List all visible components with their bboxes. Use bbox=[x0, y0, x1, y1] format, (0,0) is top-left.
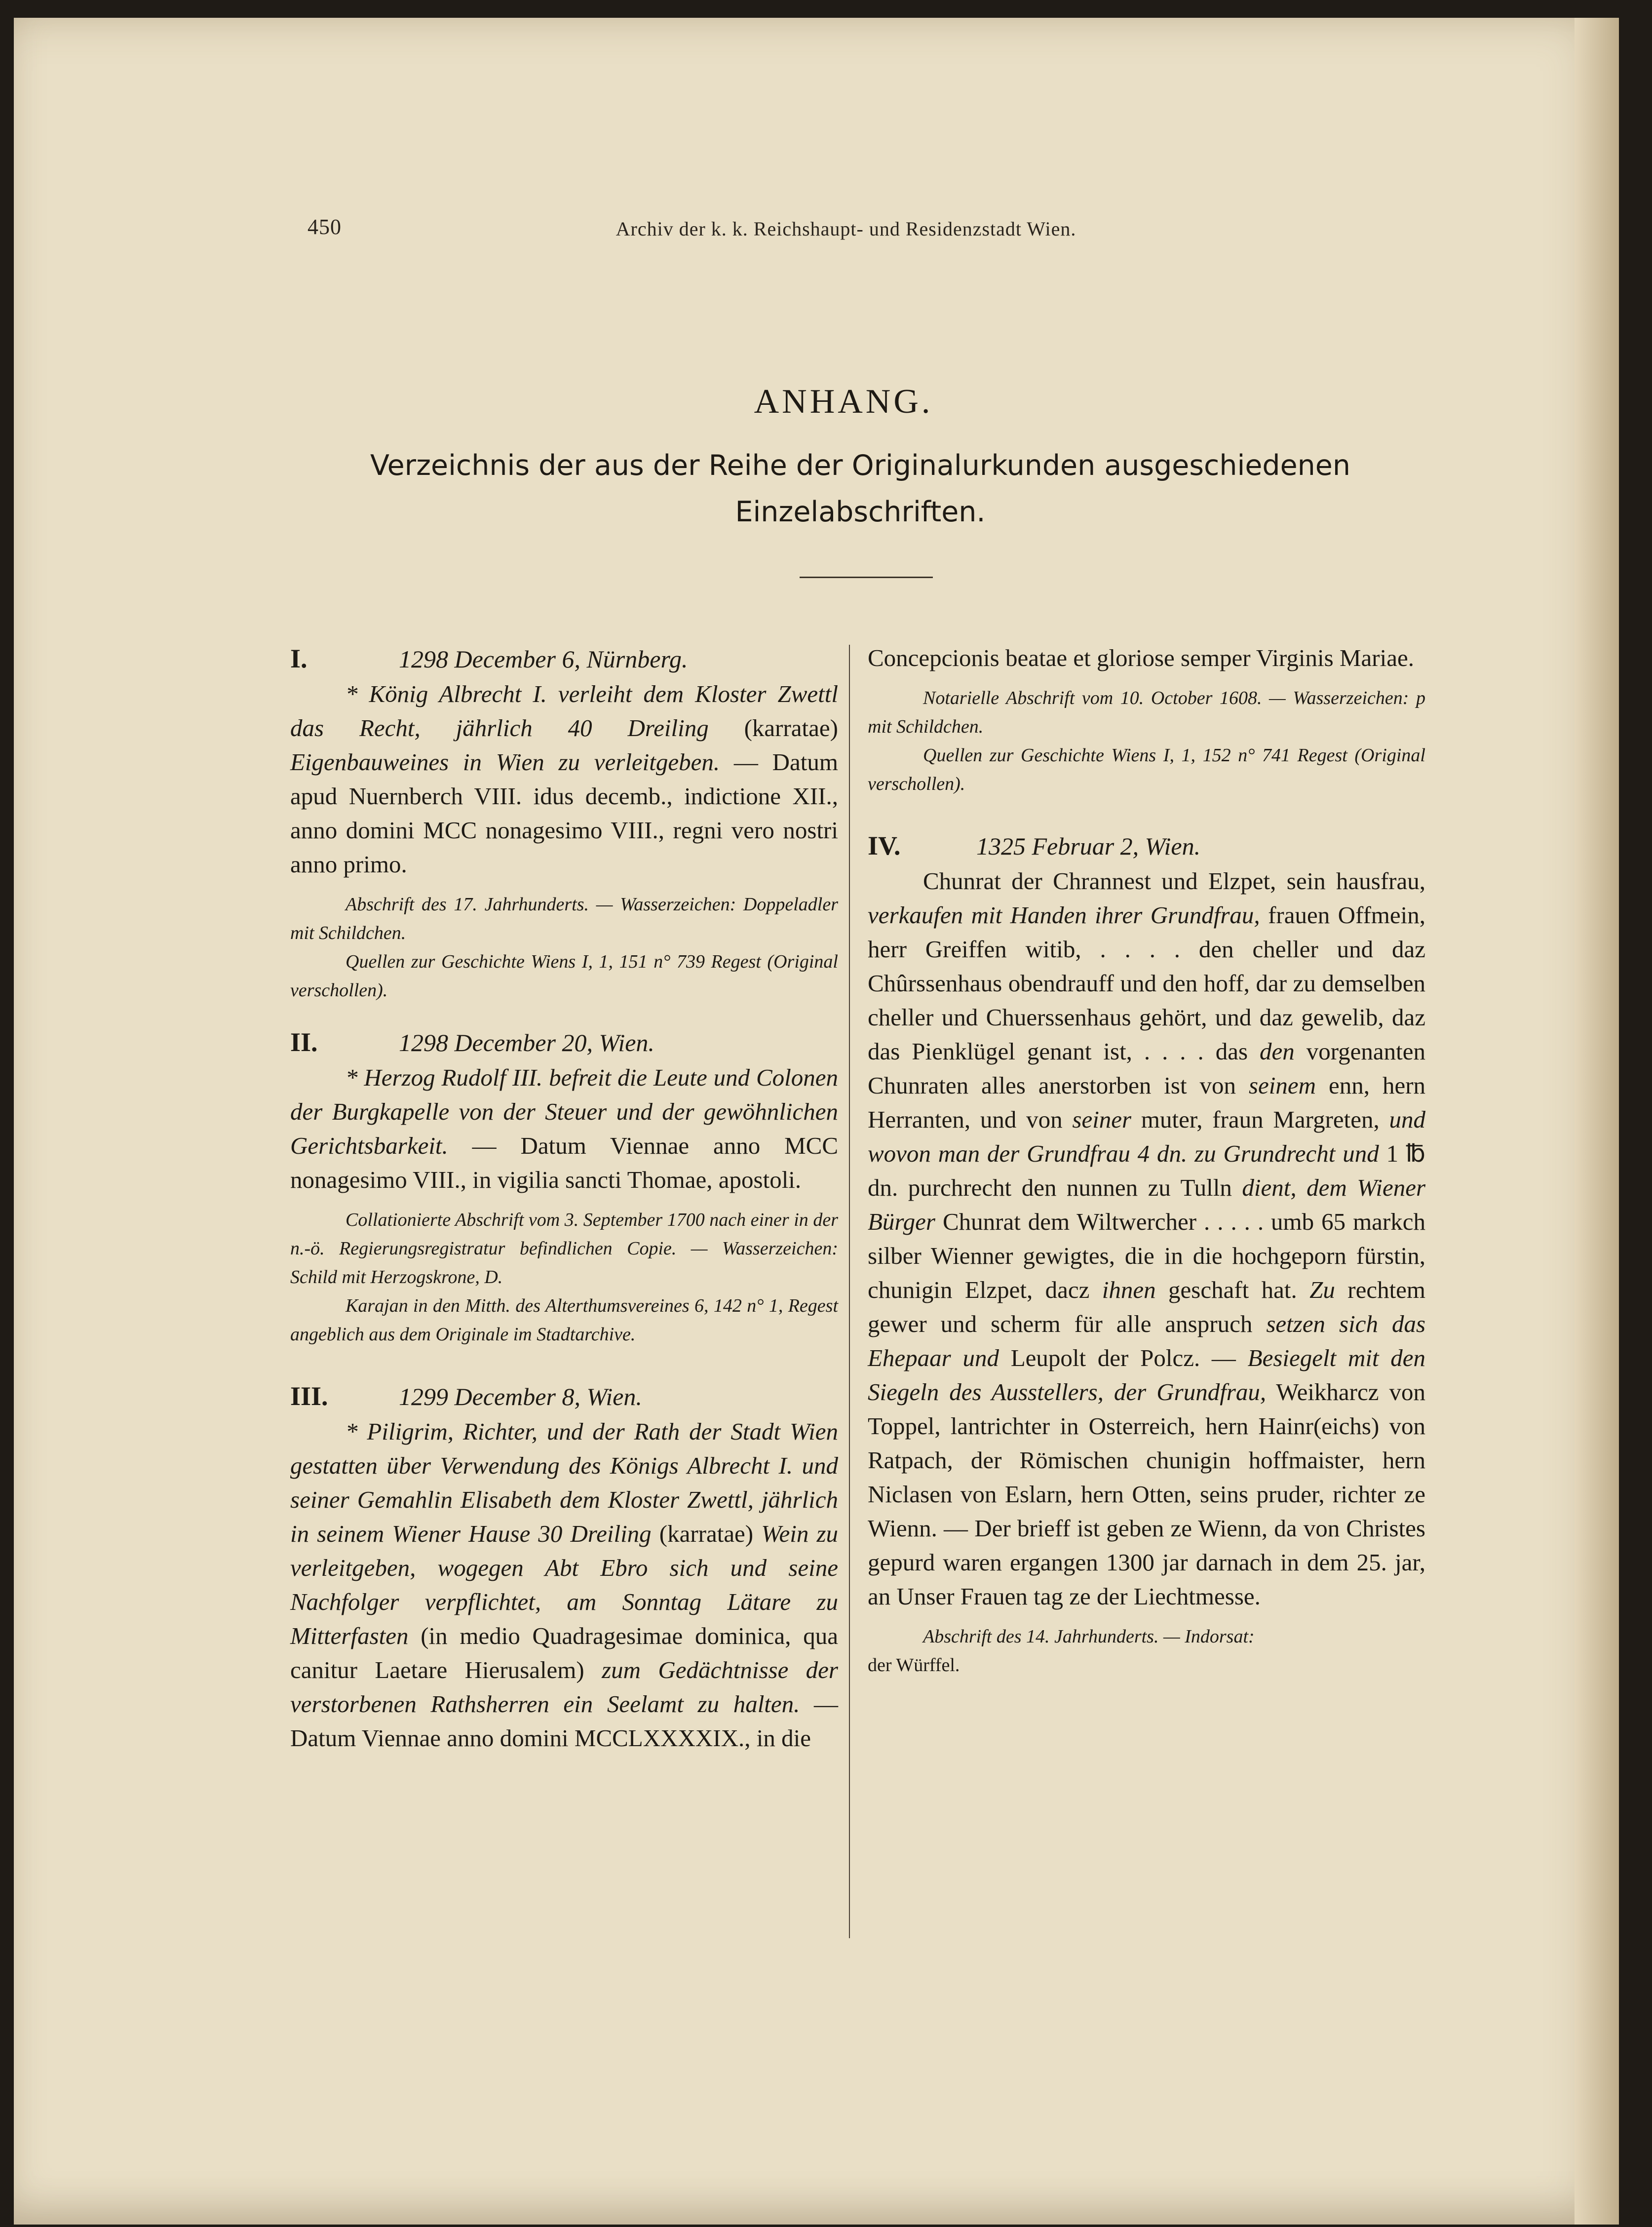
appendix-title: ANHANG. bbox=[754, 383, 933, 421]
section-date: 1298 December 20, Wien. bbox=[399, 1029, 654, 1056]
section-heading bbox=[868, 828, 1425, 864]
section-note: Quellen zur Geschichte Wiens I, 1, 151 n° 739 Regest (Original verschollen). bbox=[290, 951, 838, 1001]
section-body: * Herzog Rudolf III. befreit die Leute und Colonen der Burgkapelle von der Steuer und der gewöhnlichen Gerichtsbarkeit. — Datum Viennae anno MCC nonagesimo VIII., in vigilia sancti Thomae, apostoli. bbox=[290, 1064, 839, 1193]
section-note: Collationierte Abschrift vom 3. September 1700 nach einer in der n.-ö. Regierungsregistratur befindlichen Copie. — Wasserzeichen: Schild mit Herzogskrone, D. bbox=[290, 1210, 838, 1288]
section-number: II. bbox=[290, 1027, 318, 1057]
appendix-subtitle: Verzeichnis der aus der Reihe der Originalurkunden ausgeschiedenen Einzelabschriften. bbox=[370, 449, 1350, 528]
page-number: 450 bbox=[307, 215, 342, 239]
column-divider bbox=[849, 645, 850, 1938]
section-body: * Piligrim, Richter, und der Rath der Stadt Wien gestatten über Verwendung des Königs Albrecht I. und seiner Gemahlin Elisabeth dem Kloster Zwettl, jährlich in seinem Wiener Hause 30 Dreiling (karratae) Wein zu verleitgeben, wogegen Abt Ebro sich und seine Nachfolger verpflichtet, am Sonntag Lätare zu Mitterfasten (in medio Quadragesimae dominica, qua canitur Laetare Hierusalem) zum Gedächtnisse der verstorbenen Rathsherren ein Seelamt zu halten. — Datum Viennae anno domini MCCLXXXXIX., in die bbox=[290, 1418, 839, 1752]
left-column bbox=[290, 641, 838, 1755]
section-date: 1325 Februar 2, Wien. bbox=[976, 832, 1201, 860]
section-heading bbox=[290, 641, 838, 677]
section-heading bbox=[290, 1024, 838, 1060]
section-note: Abschrift des 17. Jahrhunderts. — Wasserzeichen: Doppeladler mit Schildchen. bbox=[290, 894, 838, 943]
section-note: Karajan in den Mitth. des Alterthumsvereines 6, 142 n° 1, Regest angeblich aus dem Originale im Stadtarchive. bbox=[290, 1295, 838, 1345]
title-rule bbox=[800, 577, 933, 578]
section-date: 1299 December 8, Wien. bbox=[399, 1383, 642, 1410]
book-page bbox=[14, 18, 1619, 2225]
section-note: Abschrift des 14. Jahrhunderts. — Indorsat: bbox=[923, 1626, 1255, 1647]
page-gutter-shadow bbox=[1575, 18, 1619, 2225]
section-date: 1298 December 6, Nürnberg. bbox=[399, 645, 688, 673]
right-column bbox=[868, 641, 1425, 1680]
section-number: III. bbox=[290, 1381, 328, 1411]
section-note: Quellen zur Geschichte Wiens I, 1, 152 n° 741 Regest (Original verschollen). bbox=[868, 745, 1425, 794]
section-note-end: der Würffel. bbox=[868, 1655, 960, 1676]
section-note: Notarielle Abschrift vom 10. October 1608. — Wasserzeichen: p mit Schildchen. bbox=[868, 688, 1425, 737]
section-continuation: Concepcionis beatae et gloriose semper Virginis Mariae. bbox=[868, 644, 1414, 671]
section-body: Chunrat der Chrannest und Elzpet, sein hausfrau, verkaufen mit Handen ihrer Grundfrau, frauen Offmein, herr Greiffen witib, . . . . den cheller und daz Chûrssenhaus obendrauff und den hoff, dar zu demselben cheller und Chuerssenhaus gehört, und daz gewelib, daz das Pienklügel genant ist, . . . . das den vorgenanten Chunraten alles anerstorben ist von seinem enn, hern Herranten, und von seiner muter, fraun Margreten, und wovon man der Grundfrau 4 dn. zu Grundrecht und 1 ℔ dn. purchrecht den nunnen zu Tulln dient, dem Wiener Bürger Chunrat dem Wiltwercher . . . . . umb 65 markch silber Wienner gewigtes, die in die hochgeporn fürstin, chunigin Elzpet, dacz ihnen geschaft hat. Zu rechtem gewer und scherm für alle anspruch setzen sich das Ehepaar und Leupolt der Polcz. — Besiegelt mit den Siegeln des Ausstellers, der Grundfrau, Weikharcz von Toppel, lantrichter in Osterreich, hern Hainr(eichs) von Ratpach, der Römischen chunigin hoffmaister, hern Niclasen von Eslarn, hern Otten, seins pruder, richter ze Wienn. — Der brieff ist geben ze Wienn, da von Christes gepurd waren ergangen 1300 jar darnach in dem 25. jar, an Unser Frauen tag ze der Liechtmesse. bbox=[868, 867, 1426, 1610]
section-number: I. bbox=[290, 644, 307, 673]
section-number: IV. bbox=[868, 831, 901, 860]
section-heading bbox=[290, 1378, 838, 1414]
section-body: * König Albrecht I. verleiht dem Kloster Zwettl das Recht, jährlich 40 Dreiling (karratae) Eigenbauweines in Wien zu verleitgeben. — Datum apud Nuernberch VIII. idus decemb., indictione XII., anno domini MCC nonagesimo VIII., regni vero nostri anno primo. bbox=[290, 680, 838, 878]
running-title: Archiv der k. k. Reichshaupt- und Residenzstadt Wien. bbox=[615, 218, 1076, 240]
